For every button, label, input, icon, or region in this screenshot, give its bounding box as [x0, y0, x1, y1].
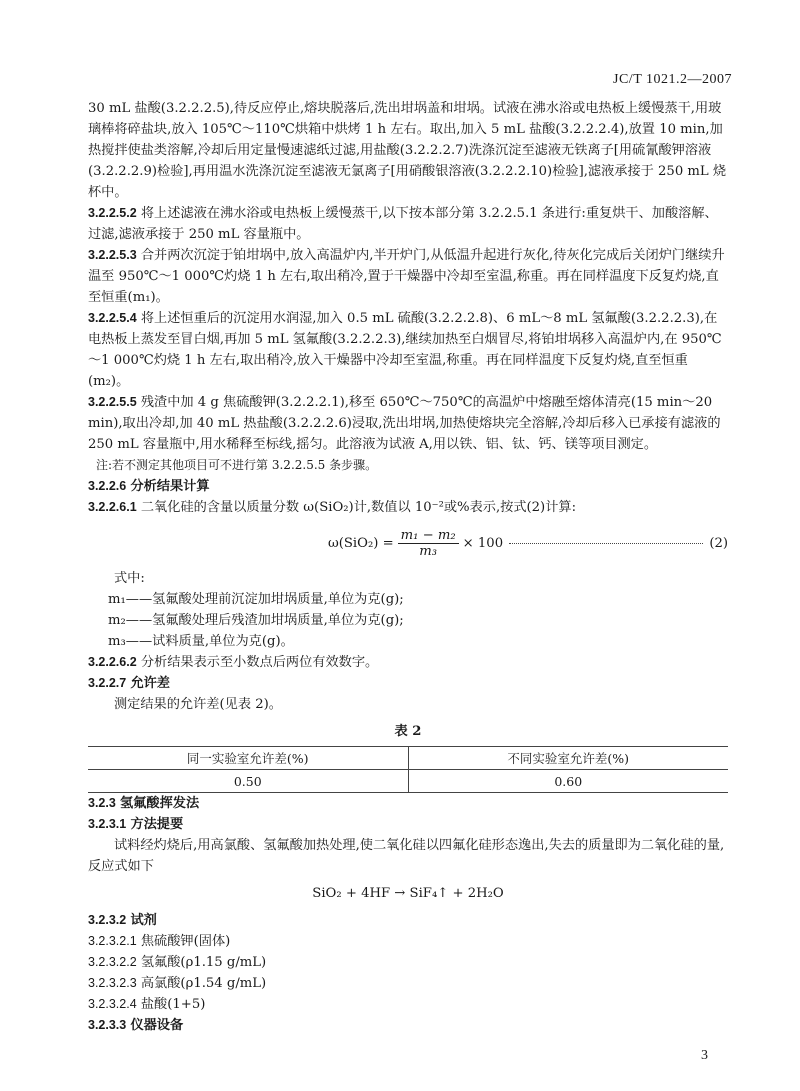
- clause-text: 试料经灼烧后,用高氯酸、氢氟酸加热处理,使二氧化硅以四氟化硅形态逸出,失去的质量即为二氧化硅的量,反应式如下: [88, 838, 725, 874]
- reagent-item: [88, 994, 728, 1015]
- formula-tag: (2): [709, 535, 728, 551]
- standard-code: JC/T 1021.2—2007: [613, 72, 732, 87]
- reagent-item: [88, 973, 728, 994]
- clause-title: 仪器设备: [130, 1018, 184, 1033]
- clause-3-2-2-7: [88, 673, 728, 694]
- clause-number: 3.2.2.5.4: [88, 311, 137, 325]
- reagent-number: 3.2.3.2.4: [88, 997, 137, 1011]
- variable-m2: m₂——氢氟酸处理后残渣加坩埚质量,单位为克(g);: [108, 613, 404, 628]
- clause-3-2-2-6-2: [88, 652, 728, 673]
- variable-m1: m₁——氢氟酸处理前沉淀加坩埚质量,单位为克(g);: [108, 592, 404, 607]
- reagent-number: 3.2.3.2.3: [88, 976, 137, 990]
- table-row: [88, 770, 728, 793]
- clause-text: 分析结果表示至小数点后两位有效数字。: [140, 655, 379, 670]
- formula-tail: × 100: [462, 535, 504, 551]
- formula-numerator: m₁ − m₂: [398, 528, 459, 544]
- reagent-text: 盐酸(1+5): [140, 997, 206, 1012]
- clause-text: 二氧化硅的含量以质量分数 ω(SiO₂)计,数值以 10⁻²或%表示,按式(2)计算:: [140, 500, 577, 515]
- reaction-equation: SiO₂ + 4HF → SiF₄↑ + 2H₂O: [312, 886, 504, 901]
- formula-2: [328, 526, 728, 560]
- clause-text: 将上述滤液在沸水浴或电热板上缓慢蒸干,以下按本部分第 3.2.2.5.1 条进行:重复烘干、加酸溶解、过滤,滤液承接于 250 mL 容量瓶中。: [88, 206, 718, 242]
- clause-3-2-2-5-3: [88, 245, 728, 308]
- clause-number: 3.2.2.5.2: [88, 206, 137, 220]
- reagent-number: 3.2.3.2.1: [88, 934, 137, 948]
- reagent-number: 3.2.3.2.2: [88, 955, 137, 969]
- clause-number: 3.2.2.6.2: [88, 655, 137, 669]
- formula-lhs: ω(SiO₂) =: [328, 535, 394, 551]
- reagent-text: 焦硫酸钾(固体): [140, 934, 231, 949]
- clause-number: 3.2.3.1: [88, 817, 127, 831]
- reagent-text: 氢氟酸(ρ1.15 g/mL): [140, 955, 267, 970]
- clause-text: 合并两次沉淀于铂坩埚中,放入高温炉内,半开炉门,从低温升起进行灰化,待灰化完成后关闭炉门继续升温至 950℃～1 000℃灼烧 1 h 左右,取出稍冷,置于干燥器中冷却至室温,称重。再在同样温度下反复灼烧,直至恒重(m₁)。: [88, 248, 725, 305]
- table-header-cell: 同一实验室允许差(%): [88, 747, 408, 770]
- where-label: 式中:: [114, 571, 145, 586]
- clause-text: 残渣中加 4 g 焦硫酸钾(3.2.2.2.1),移至 650℃～750℃的高温炉中熔融至熔体清亮(15 min～20 min),取出冷却,加 40 mL 热盐酸(3.2.2.2.6)浸取,洗出坩埚,加热使熔块完全溶解,冷却后移入已承接有滤液的 250 mL 容量瓶中,用水稀释至标线,摇匀。此溶液为试液 A,用以铁、铝、钛、钙、镁等项目测定。: [88, 395, 721, 452]
- clause-title: 方法提要: [130, 817, 184, 832]
- reagent-text: 高氯酸(ρ1.54 g/mL): [140, 976, 267, 991]
- clause-number: 3.2.2.5.5: [88, 395, 137, 409]
- clause-3-2-2-6: [88, 476, 728, 497]
- formula-leader-dots: [509, 542, 703, 544]
- clause-title: 试剂: [130, 913, 157, 928]
- formula-fraction: [398, 528, 459, 559]
- clause-title: 允许差: [130, 676, 170, 691]
- section-title: 氢氟酸挥发法: [120, 796, 200, 811]
- reagent-item: [88, 952, 728, 973]
- clause-3-2-2-5-2: [88, 203, 728, 245]
- table-cell: 0.60: [408, 770, 728, 793]
- paragraph-continuation: 30 mL 盐酸(3.2.2.2.5),待反应停止,熔块脱落后,洗出坩埚盖和坩埚。试液在沸水浴或电热板上缓慢蒸干,用玻璃棒将碎盐块,放入 105℃～110℃烘箱中烘烤 1 h 左右。取出,加入 5 mL 盐酸(3.2.2.2.4),放置 10 min,加热搅拌使盐类溶解,冷却后用定量慢速滤纸过滤,用盐酸(3.2.2.2.7)洗涤沉淀至滤液无铁离子[用硫氰酸钾溶液(3.2.2.2.9)检验],再用温水洗涤沉淀至滤液无氯离子[用硝酸银溶液(3.2.2.2.10)检验],滤液承接于 250 mL 烧杯中。: [88, 101, 727, 200]
- clause-number: 3.2.2.6: [88, 479, 127, 493]
- page-number: 3: [701, 1048, 708, 1063]
- table-cell: 0.50: [88, 770, 408, 793]
- formula-denominator: m₃: [419, 543, 438, 559]
- clause-text: 测定结果的允许差(见表 2)。: [114, 697, 282, 712]
- section-3-2-3: [88, 793, 728, 814]
- note: 注:若不测定其他项目可不进行第 3.2.2.5.5 条步骤。: [96, 458, 378, 472]
- table-2: [88, 746, 728, 793]
- clause-number: 3.2.2.5.3: [88, 248, 137, 262]
- clause-text: 将上述恒重后的沉淀用水润湿,加入 0.5 mL 硫酸(3.2.2.2.8)、6 mL～8 mL 氢氟酸(3.2.2.2.3),在电热板上蒸发至冒白烟,再加 5 mL 氢氟酸(3.2.2.2.3),继续加热至白烟冒尽,将铂坩埚移入高温炉内,在 950℃～1 000℃灼烧 1 h 左右,取出稍冷,放入干燥器中冷却至室温,称重。再在同样温度下反复灼烧,直至恒重(m₂)。: [88, 311, 722, 389]
- clause-number: 3.2.2.6.1: [88, 500, 137, 514]
- clause-3-2-2-6-1: [88, 497, 728, 518]
- clause-3-2-3-2: [88, 910, 728, 931]
- clause-number: 3.2.3.3: [88, 1018, 127, 1032]
- clause-title: 分析结果计算: [130, 479, 210, 494]
- reagent-item: [88, 931, 728, 952]
- clause-3-2-2-5-5: [88, 392, 728, 455]
- clause-number: 3.2.3.2: [88, 913, 127, 927]
- clause-3-2-3-3: [88, 1015, 728, 1036]
- document-body: [88, 98, 728, 1036]
- variable-m3: m₃——试料质量,单位为克(g)。: [108, 634, 294, 649]
- table-header-cell: 不同实验室允许差(%): [408, 747, 728, 770]
- clause-3-2-3-1: [88, 814, 728, 835]
- clause-number: 3.2.2.7: [88, 676, 127, 690]
- table-2-title: 表 2: [394, 724, 422, 739]
- clause-3-2-2-5-4: [88, 308, 728, 392]
- section-number: 3.2.3: [88, 796, 116, 810]
- table-header-row: [88, 747, 728, 770]
